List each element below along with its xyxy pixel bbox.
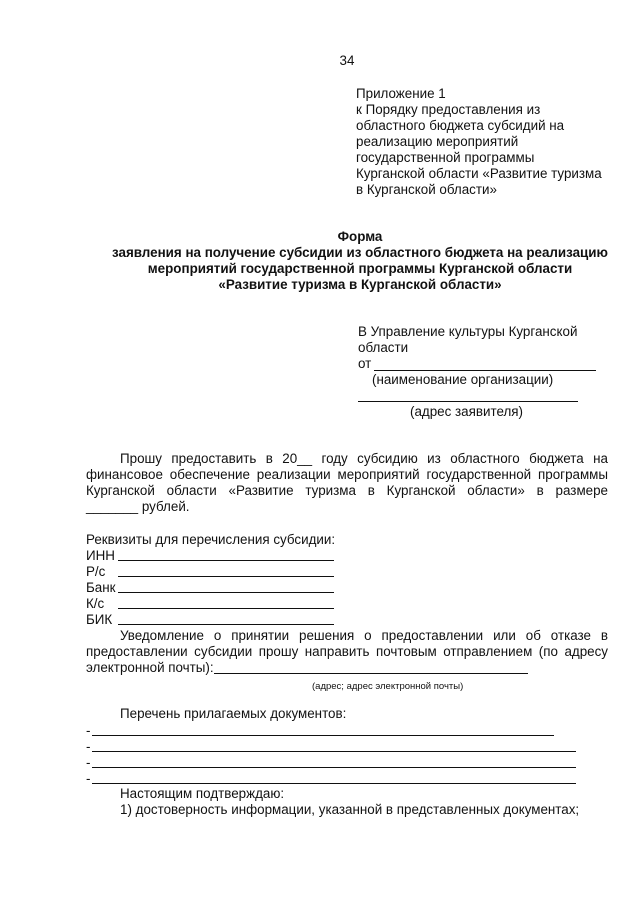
correspondent-account-label: К/с <box>86 596 105 611</box>
documents-title: Перечень прилагаемых документов: <box>120 706 347 721</box>
appendix-line: государственной программы <box>356 150 535 165</box>
list-bullet: - <box>86 755 91 770</box>
page-number: 34 <box>339 53 355 68</box>
account-label: Р/с <box>86 564 106 579</box>
bik-label: БИК <box>86 612 113 627</box>
notification-address-field[interactable] <box>214 673 528 674</box>
form-heading-line: мероприятий государственной программы Курганской области <box>147 261 573 276</box>
document-line[interactable] <box>92 751 576 752</box>
organization-field[interactable] <box>374 370 596 371</box>
request-line: финансовое обеспечение реализации мероприятий государственной программы <box>86 467 608 482</box>
appendix-line: Курганской области «Развитие туризма <box>356 166 602 181</box>
confirmation-title: Настоящим подтверждаю: <box>120 786 285 801</box>
request-line: Курганской области «Развитие туризма в Курганской области» в размере <box>86 483 608 498</box>
notification-line: электронной почты): <box>86 660 214 675</box>
form-title: Форма <box>337 229 383 244</box>
bank-field[interactable] <box>118 592 334 593</box>
notification-line: предоставлении субсидии прошу направить почтовым отправлением (по адресу <box>86 644 608 659</box>
appendix-title: Приложение 1 <box>356 86 446 101</box>
addressee-line: В Управление культуры Курганской <box>358 324 578 339</box>
inn-field[interactable] <box>118 560 334 561</box>
list-bullet: - <box>86 739 91 754</box>
list-bullet: - <box>86 771 91 786</box>
correspondent-account-field[interactable] <box>118 608 334 609</box>
address-caption: (адрес заявителя) <box>410 404 523 419</box>
document-line[interactable] <box>92 783 576 784</box>
notification-line: Уведомление о принятии решения о предоставлении или об отказе в <box>120 628 608 643</box>
document-line[interactable] <box>92 767 576 768</box>
organization-caption: (наименование организации) <box>372 372 554 387</box>
request-amount: _______ рублей. <box>86 499 190 514</box>
form-heading-line: заявления на получение субсидии из областного бюджета на реализацию <box>112 245 608 260</box>
appendix-line: реализацию мероприятий <box>356 134 519 149</box>
list-bullet: - <box>86 723 91 738</box>
confirmation-item: 1) достоверность информации, указанной в представленных документах; <box>120 802 580 817</box>
applicant-address-field[interactable] <box>358 401 578 402</box>
appendix-line: областного бюджета субсидий на <box>356 118 565 133</box>
bank-label: Банк <box>86 580 116 595</box>
form-heading-line: «Развитие туризма в Курганской области» <box>218 277 502 292</box>
notification-caption: (адрес; адрес электронной почты) <box>312 681 464 692</box>
account-field[interactable] <box>118 576 334 577</box>
addressee-line: области <box>358 340 409 355</box>
request-line: Прошу предоставить в 20__ году субсидию из областного бюджета на <box>120 451 608 466</box>
appendix-line: в Курганской области» <box>356 182 497 197</box>
requisites-title: Реквизиты для перечисления субсидии: <box>86 532 336 547</box>
from-label: от <box>358 356 372 371</box>
appendix-line: к Порядку предоставления из <box>356 102 541 117</box>
document-line[interactable] <box>92 735 554 736</box>
inn-label: ИНН <box>86 548 115 563</box>
bik-field[interactable] <box>118 624 334 625</box>
